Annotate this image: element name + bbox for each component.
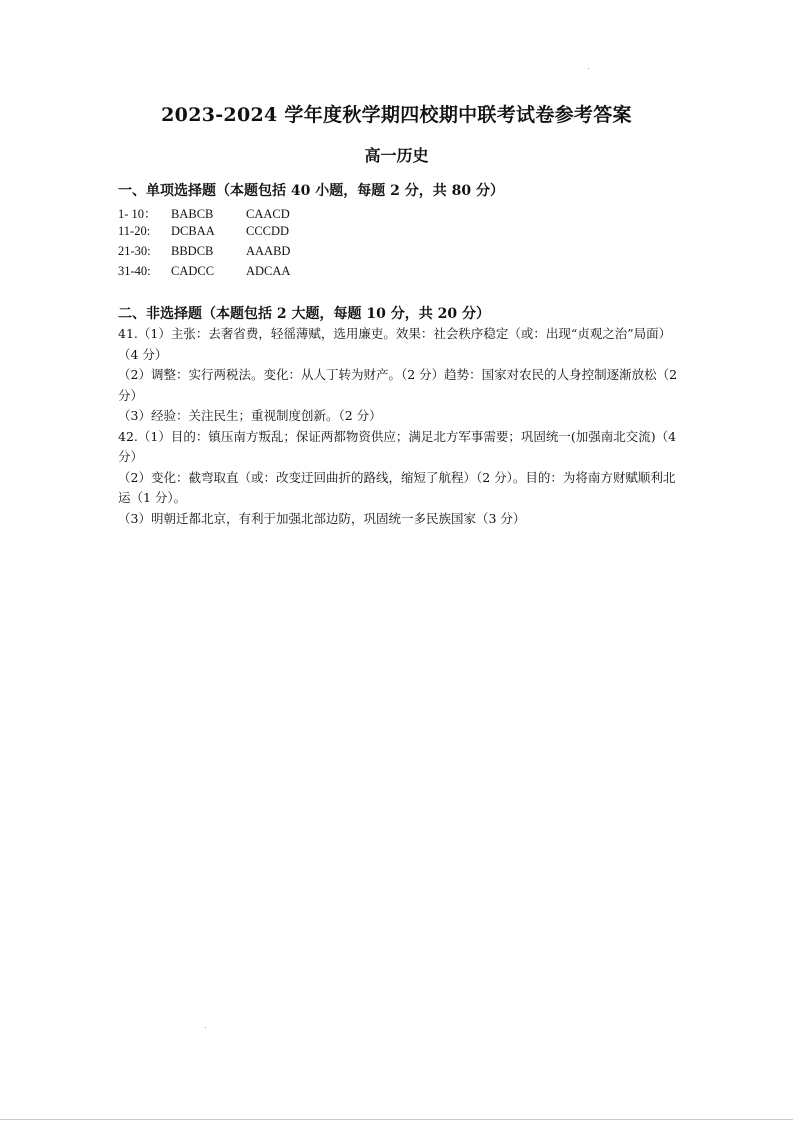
- speck-mark: [205, 1027, 206, 1028]
- section1-heading: 一、单项选择题（本题包括 40 小题，每题 2 分，共 80 分）: [118, 183, 504, 199]
- section2-heading: 二、非选择题（本题包括 2 大题，每题 10 分，共 20 分）: [118, 306, 490, 322]
- answer-range: 1- 10：: [118, 207, 157, 221]
- page-subtitle: 高一历史: [364, 146, 429, 165]
- answer-row: [118, 224, 289, 240]
- speck-mark: [588, 68, 589, 69]
- answer-group-a: BBDCB: [171, 244, 214, 258]
- answer-row: [118, 204, 290, 220]
- answer-range: 31-40:: [118, 264, 151, 278]
- answer-group-a: BABCB: [171, 207, 214, 221]
- answer-body: [118, 324, 678, 529]
- answer-42-2: （2）变化：截弯取直（或：改变迂回曲折的路线，缩短了航程）（2 分）。目的：为将南方财赋顺利北运（1 分）。: [118, 469, 676, 505]
- answer-41-2: （2）调整：实行两税法。变化：从人丁转为财产。（2 分）趋势：国家对农民的人身控制逐渐放松（2 分）: [118, 367, 678, 403]
- answer-range: 11-20:: [118, 224, 151, 238]
- answer-group-b: AAABD: [246, 244, 291, 258]
- answer-group-b: CAACD: [246, 207, 290, 221]
- answer-range: 21-30:: [118, 244, 151, 258]
- answer-group-a: CADCC: [171, 264, 215, 278]
- answer-row: [118, 264, 290, 280]
- answer-41-3: （3）经验：关注民生；重视制度创新。（2 分）: [118, 408, 382, 423]
- answer-group-b: CCCDD: [246, 224, 290, 238]
- answer-42-3: （3）明朝迁都北京，有利于加强北部边防，巩固统一多民族国家（3 分）: [118, 510, 526, 526]
- page-bottom-rule: [0, 1119, 793, 1120]
- answer-41-1: 41.（1）主张：去奢省费，轻徭薄赋，选用廉吏。效果：社会秩序稳定（或：出现“贞观之治”局面）（4 分）: [118, 326, 672, 362]
- answer-42-1: 42.（1）目的：镇压南方叛乱；保证两都物资供应；满足北方军事需要；巩固统一(加强南北交流)（4 分）: [118, 428, 677, 464]
- answer-group-a: DCBAA: [171, 224, 215, 238]
- answer-row: [118, 244, 290, 260]
- page-title: 2023-2024 学年度秋学期四校期中联考试卷参考答案: [161, 104, 632, 126]
- answer-group-b: ADCAA: [246, 264, 291, 278]
